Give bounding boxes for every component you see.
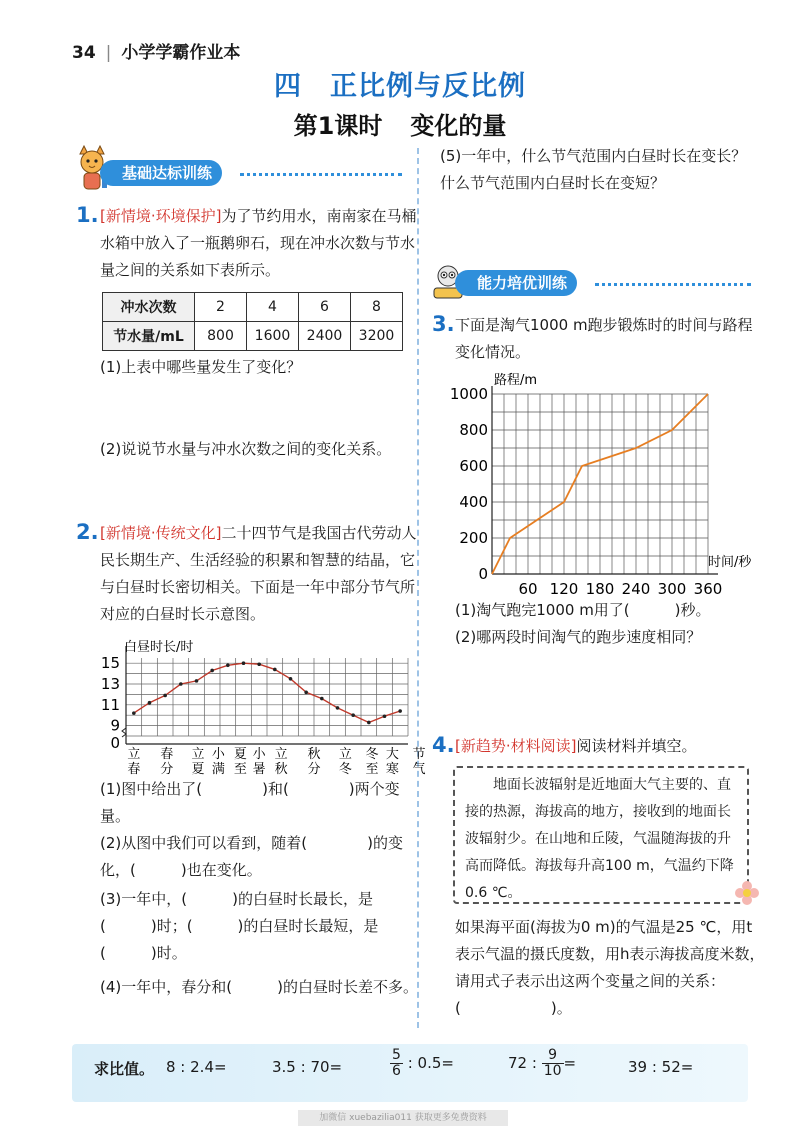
numerator: 9: [542, 1048, 564, 1064]
q1-number: 1.: [76, 203, 99, 227]
data-point: [163, 694, 167, 698]
table-row: [103, 293, 403, 322]
q1-text: [100, 203, 418, 284]
data-point: [398, 709, 402, 713]
x-axis-ticks: [518, 580, 722, 598]
x-tick-label: 300: [657, 580, 687, 598]
unit-number: 四: [274, 71, 302, 102]
q3-text: 下面是淘气1000 m跑步锻炼时的时间与路程变化情况。: [455, 316, 753, 361]
running-chart: [440, 366, 770, 596]
x-axis-label: 时间/秒: [708, 555, 752, 570]
page-header: [72, 38, 240, 63]
q1-tag: [新情境·环境保护]: [100, 207, 222, 225]
data-point: [289, 677, 293, 681]
watermark: 加微信 xuebazilia011 获取更多免费资料: [298, 1110, 508, 1126]
x-tick-label: 180: [585, 580, 615, 598]
q1-sub2: (2)说说节水量与冲水次数之间的变化关系。: [100, 440, 392, 458]
q2-number: 2.: [76, 520, 99, 544]
data-point: [226, 663, 230, 667]
table-cell: 4: [247, 293, 299, 322]
data-point: [351, 713, 355, 717]
q4-question: 如果海平面(海拔为0 m)的气温是25 ℃，用t表示气温的摄氏度数，用h表示海拔高度米数，请用式子表示出这两个变量之间的关系：( )。: [455, 918, 765, 1017]
y-tick-label: 200: [459, 529, 488, 547]
table-cell: 3200: [351, 322, 403, 351]
table-cell: 冲水次数: [103, 293, 195, 322]
x-tick-label: 大寒: [385, 747, 399, 777]
data-point: [179, 682, 183, 686]
q2-body: 二十四节气是我国古代劳动人民长期生产、生活经验的积累和智慧的结晶，它与白昼时长密切相关。下面是一年中部分节气所对应的白昼时长示意图。: [100, 524, 417, 623]
table-cell: 800: [195, 322, 247, 351]
page-number: 34: [72, 43, 96, 63]
x-tick-label: 240: [621, 580, 651, 598]
x-tick-label: 节气: [412, 747, 426, 777]
calc-label: 求比值。: [94, 1060, 155, 1078]
q2-sub4: (4)一年中，春分和( )的白昼时长差不多。: [100, 978, 418, 996]
x-tick-label: 冬至: [365, 747, 379, 777]
x-tick-label: 小满: [211, 747, 225, 777]
calc-item-1: 8 : 2.4=: [166, 1058, 227, 1076]
data-point: [304, 691, 308, 695]
data-point: [273, 668, 277, 672]
y-axis-label: 路程/m: [494, 373, 538, 388]
chart-grid: [492, 386, 718, 574]
table-cell: 2400: [299, 322, 351, 351]
y-axis-ticks: [450, 385, 488, 583]
x-tick-label: 120: [549, 580, 579, 598]
denominator: 10: [543, 1063, 562, 1079]
book-title: 小学学霸作业本: [121, 43, 241, 63]
x-tick-label: 立春: [127, 747, 141, 777]
x-tick-label: 小暑: [252, 747, 266, 777]
q1-body: 为了节约用水，南南家在马桶水箱中放入了一瓶鹅卵石，现在冲水次数与节水量之间的关系如下表所示。: [100, 207, 417, 279]
x-tick-label: 春分: [160, 747, 174, 777]
y-tick-label: 1000: [449, 385, 488, 403]
y-axis-label: 白昼时长/时: [124, 640, 194, 655]
y-tick-label: 0: [110, 734, 120, 752]
y-tick-label: 800: [459, 421, 488, 439]
lesson-label: 第1课时: [293, 112, 383, 140]
data-point: [257, 662, 261, 666]
data-point: [336, 706, 340, 710]
q2-sub1: (1)图中给出了( )和( )两个变量。: [100, 780, 400, 825]
table-cell: 8: [351, 293, 403, 322]
q2-sub3: (3)一年中，( )的白昼时长最长，是( )时；( )的白昼时长最短，是( )时。: [100, 890, 379, 962]
table-cell: 6: [299, 293, 351, 322]
q4-heading: [455, 733, 773, 760]
daylight-chart: [96, 636, 426, 777]
q2-text: [100, 520, 418, 628]
data-point: [148, 701, 152, 705]
q4-tag: [新趋势·材料阅读]: [455, 737, 577, 755]
y-tick-label: 13: [100, 675, 120, 693]
data-point: [210, 669, 214, 673]
y-tick-label: 0: [478, 565, 488, 583]
calc-item-4-tail: =: [563, 1054, 577, 1072]
q2-sub5: (5)一年中，什么节气范围内白昼时长在变长？什么节气范围内白昼时长在变短？: [440, 147, 747, 192]
y-tick-label: 400: [459, 493, 488, 511]
lesson-name: 变化的量: [410, 112, 507, 140]
lesson-title: [0, 106, 800, 141]
q2-sub2: (2)从图中我们可以看到，随着( )的变化，( )也在变化。: [100, 834, 403, 879]
q2-tag: [新情境·传统文化]: [100, 524, 222, 542]
section-advanced: 能力培优训练: [455, 270, 577, 296]
q3-sub1: (1)淘气跑完1000 m用了( )秒。: [455, 601, 711, 619]
section-dots: [595, 283, 751, 286]
numerator: 5: [392, 1047, 401, 1063]
denominator: 6: [392, 1063, 401, 1079]
x-tick-label: 360: [693, 580, 723, 598]
calc-item-3-tail: : 0.5=: [407, 1054, 454, 1072]
data-point: [383, 714, 387, 718]
data-point: [242, 661, 246, 665]
y-tick-label: 11: [100, 695, 120, 714]
x-tick-label: 立冬: [338, 747, 352, 777]
fraction: [542, 1048, 564, 1079]
ratio-exercise-strip: [72, 1044, 748, 1102]
x-tick-label: 立夏: [191, 747, 205, 777]
x-tick-label: 夏至: [233, 747, 247, 777]
y-tick-label: 600: [459, 457, 488, 475]
y-tick-label: 15: [100, 654, 120, 673]
q1-sub1: (1)上表中哪些量发生了变化？: [100, 358, 302, 376]
q3-number: 3.: [432, 312, 455, 336]
table-cell: 2: [195, 293, 247, 322]
data-point: [367, 721, 371, 725]
calc-item-4-head: 72 :: [508, 1054, 537, 1072]
x-tick-label: 立秋: [274, 747, 288, 777]
q3-sub2: (2)哪两段时间淘气的跑步速度相同？: [455, 628, 702, 646]
y-tick-label: 9: [110, 716, 120, 735]
calc-item-5: 39 : 52=: [628, 1058, 694, 1076]
calc-item-4: [508, 1048, 576, 1079]
header-separator: |: [105, 43, 112, 63]
fraction: [390, 1048, 403, 1079]
section-basic: 基础达标训练: [100, 160, 222, 186]
data-point: [195, 679, 199, 683]
table-row: [103, 322, 403, 351]
table-cell: 1600: [247, 322, 299, 351]
x-axis-labels: [127, 746, 425, 777]
unit-title: [0, 64, 800, 103]
section-dots: [240, 173, 402, 176]
data-point: [320, 697, 324, 701]
q4-material-box: 地面长波辐射是近地面大气主要的、直接的热源，海拔高的地方，接收到的地面长波辐射少。在山地和丘陵，气温随海拔的升高而降低。海拔每升高100 m，气温约下降0.6 ℃。: [453, 766, 749, 904]
q4-tag-after: 阅读材料并填空。: [576, 737, 697, 755]
x-tick-label: 60: [518, 580, 538, 598]
x-tick-label: 秋分: [307, 747, 321, 777]
table-cell: 节水量/mL: [103, 322, 195, 351]
data-point: [132, 711, 136, 715]
q4-number: 4.: [432, 733, 455, 757]
y-axis-ticks: [101, 654, 120, 752]
calc-item-2: 3.5 : 70=: [272, 1058, 343, 1076]
q1-table: [102, 292, 403, 351]
calc-item-3: [390, 1048, 454, 1079]
unit-name: 正比例与反比例: [330, 71, 526, 102]
flower-icon: [734, 880, 760, 906]
